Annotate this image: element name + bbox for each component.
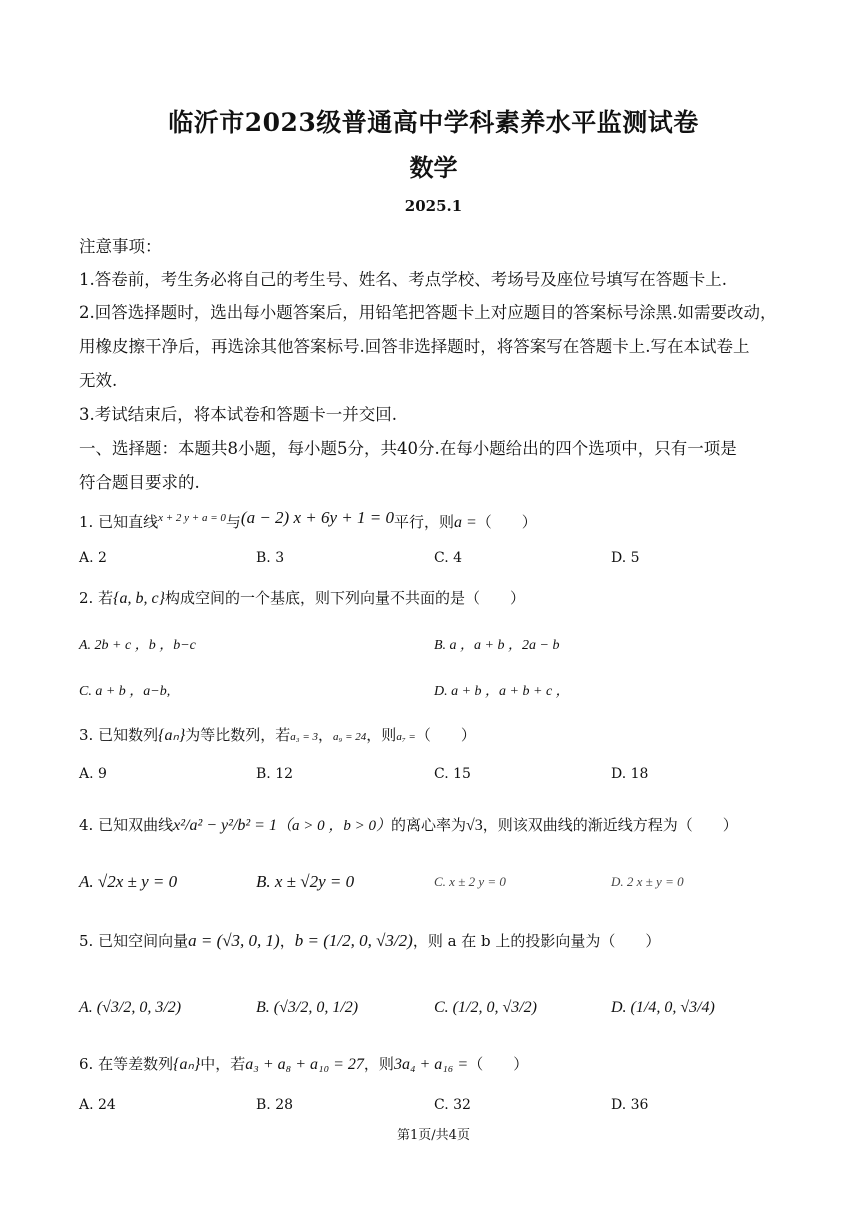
question-6-paren: （ ） — [468, 1055, 529, 1073]
question-4-mid: 的离心率为 — [390, 816, 466, 834]
question-6-mid: 中，若 — [200, 1055, 246, 1073]
question-1-post: 平行，则 — [393, 513, 454, 531]
notice-item-1: 1.答卷前，考生务必将自己的考生号、姓名、考点学校、考场号及座位号填写在答题卡上. — [79, 270, 727, 289]
q6-option-a[interactable]: A. 24 — [79, 1097, 116, 1113]
question-3-mid: 为等比数列，若 — [185, 726, 291, 744]
question-1 — [79, 508, 537, 532]
q2-option-a[interactable]: A. 2b + c ，b ，b−c — [79, 638, 196, 653]
question-3: 3. 已知数列{aₙ}为等比数列，若a₃ = 3，a₉ = 24，则a₇ =（ ） — [79, 726, 476, 744]
q1-option-c[interactable]: C. 4 — [434, 550, 463, 566]
q3-option-a[interactable]: A. 9 — [79, 766, 107, 782]
question-6-sequence: {aₙ} — [173, 1056, 201, 1073]
section-1-line-1: 一、选择题：本题共8小题，每小题5分，共40分.在每小题给出的四个选项中，只有一项是 — [79, 439, 737, 458]
q6-option-c[interactable]: C. 32 — [434, 1097, 471, 1113]
q1-option-d[interactable]: D. 5 — [611, 550, 640, 566]
q1-option-a[interactable]: A. 2 — [79, 550, 107, 566]
question-6-condition: a₃ + a₈ + a₁₀ = 27 — [245, 1056, 364, 1073]
question-1-mid: 与 — [225, 513, 241, 531]
question-5-post: ，则 a 在 b 上的投影向量为（ ） — [412, 932, 661, 950]
q3-option-b[interactable]: B. 12 — [256, 766, 294, 782]
q5-option-a[interactable]: A. (√3/2, 0, 3/2) — [79, 999, 182, 1016]
question-2-pre: 2. 若 — [79, 589, 114, 607]
question-4-pre: 4. 已知双曲线 — [79, 816, 174, 834]
q6-option-d[interactable]: D. 36 — [611, 1097, 649, 1113]
section-1-line-2: 符合题目要求的. — [79, 473, 200, 492]
question-3-pre: 3. 已知数列 — [79, 726, 159, 744]
question-1-paren: （ ） — [476, 513, 537, 531]
question-6-post: ，则 — [363, 1055, 394, 1073]
exam-date: 2025.1 — [404, 197, 463, 215]
question-2-post: 构成空间的一个基底，则下列向量不共面的是（ ） — [165, 589, 526, 607]
question-1-line-1-eq: x + 2 y + a = 0 — [158, 512, 226, 524]
q2-option-b[interactable]: B. a ，a + b ，2a − b — [434, 638, 560, 653]
question-1-pre: 1. 已知直线 — [79, 513, 159, 531]
question-6-ask: 3a₄ + a₁₆ = — [393, 1056, 469, 1073]
question-6 — [79, 1053, 528, 1074]
question-6-pre: 6. 在等差数列 — [79, 1055, 174, 1073]
question-5: 5. 已知空间向量a = (√3, 0, 1)，b = (1/2, 0, √3/2)，则 a 在 b 上的投影向量为（ ） — [79, 931, 661, 950]
question-3-ask: a₇ = — [396, 731, 416, 743]
q3-option-c[interactable]: C. 15 — [434, 766, 471, 782]
question-1-ask: a = — [453, 514, 477, 531]
q4-option-d[interactable]: D. 2 x ± y = 0 — [611, 874, 684, 889]
q3-option-d[interactable]: D. 18 — [611, 766, 649, 782]
question-4 — [79, 814, 738, 835]
question-4-post: ，则该双曲线的渐近线方程为（ ） — [482, 816, 738, 834]
q2-option-c[interactable]: C. a + b ，a−b, — [79, 684, 171, 699]
question-3-condition-1: a₃ = 3 — [290, 731, 319, 743]
question-4-eccentricity: √3 — [465, 817, 483, 834]
question-3-post: ，则 — [366, 726, 397, 744]
question-5-vector-b: b = (1/2, 0, √3/2) — [294, 931, 413, 950]
q6-option-b[interactable]: B. 28 — [256, 1097, 294, 1113]
subject-title: 数学 — [409, 153, 458, 182]
q1-option-b[interactable]: B. 3 — [256, 550, 285, 566]
question-2 — [79, 587, 525, 608]
question-3-sequence: {aₙ} — [158, 727, 186, 744]
notice-item-2-line-1: 2.回答选择题时，选出每小题答案后，用铅笔把答题卡上对应题目的答案标号涂黑.如需要改动， — [79, 303, 777, 322]
q5-option-b[interactable]: B. (√3/2, 0, 1/2) — [256, 999, 359, 1016]
notice-heading: 注意事项： — [79, 237, 162, 256]
question-3-paren: （ ） — [415, 726, 476, 744]
q4-option-a[interactable]: A. √2x ± y = 0 — [79, 872, 178, 891]
notice-item-2-line-2: 用橡皮擦干净后，再选涂其他答案标号.回答非选择题时，将答案写在答题卡上.写在本试卷上 — [79, 337, 750, 356]
q5-option-d[interactable]: D. (1/4, 0, √3/4) — [611, 999, 715, 1016]
question-5-pre: 5. 已知空间向量 — [79, 932, 189, 950]
q4-option-c[interactable]: C. x ± 2 y = 0 — [434, 874, 506, 889]
question-2-basis-set: {a, b, c} — [113, 590, 165, 607]
question-1-line-2-eq: (a − 2) x + 6y + 1 = 0 — [240, 508, 394, 527]
question-5-vector-a: a = (√3, 0, 1) — [188, 931, 280, 950]
q2-option-d[interactable]: D. a + b ，a + b + c ， — [434, 684, 570, 699]
question-4-hyperbola-eq: x²/a² − y²/b² = 1 — [173, 817, 277, 834]
page-number-footer: 第1页/共4页 — [397, 1128, 470, 1143]
exam-title: 临沂市2023级普通高中学科素养水平监测试卷 — [168, 108, 699, 137]
notice-item-3: 3.考试结束后，将本试卷和答题卡一并交回. — [79, 405, 397, 424]
notice-item-2-line-3: 无效. — [79, 371, 118, 390]
question-4-condition: （a > 0 ，b > 0） — [276, 818, 391, 834]
question-3-condition-2: a₉ = 24 — [333, 731, 367, 743]
q4-option-b[interactable]: B. x ± √2y = 0 — [256, 872, 355, 891]
q5-option-c[interactable]: C. (1/2, 0, √3/2) — [434, 999, 537, 1016]
